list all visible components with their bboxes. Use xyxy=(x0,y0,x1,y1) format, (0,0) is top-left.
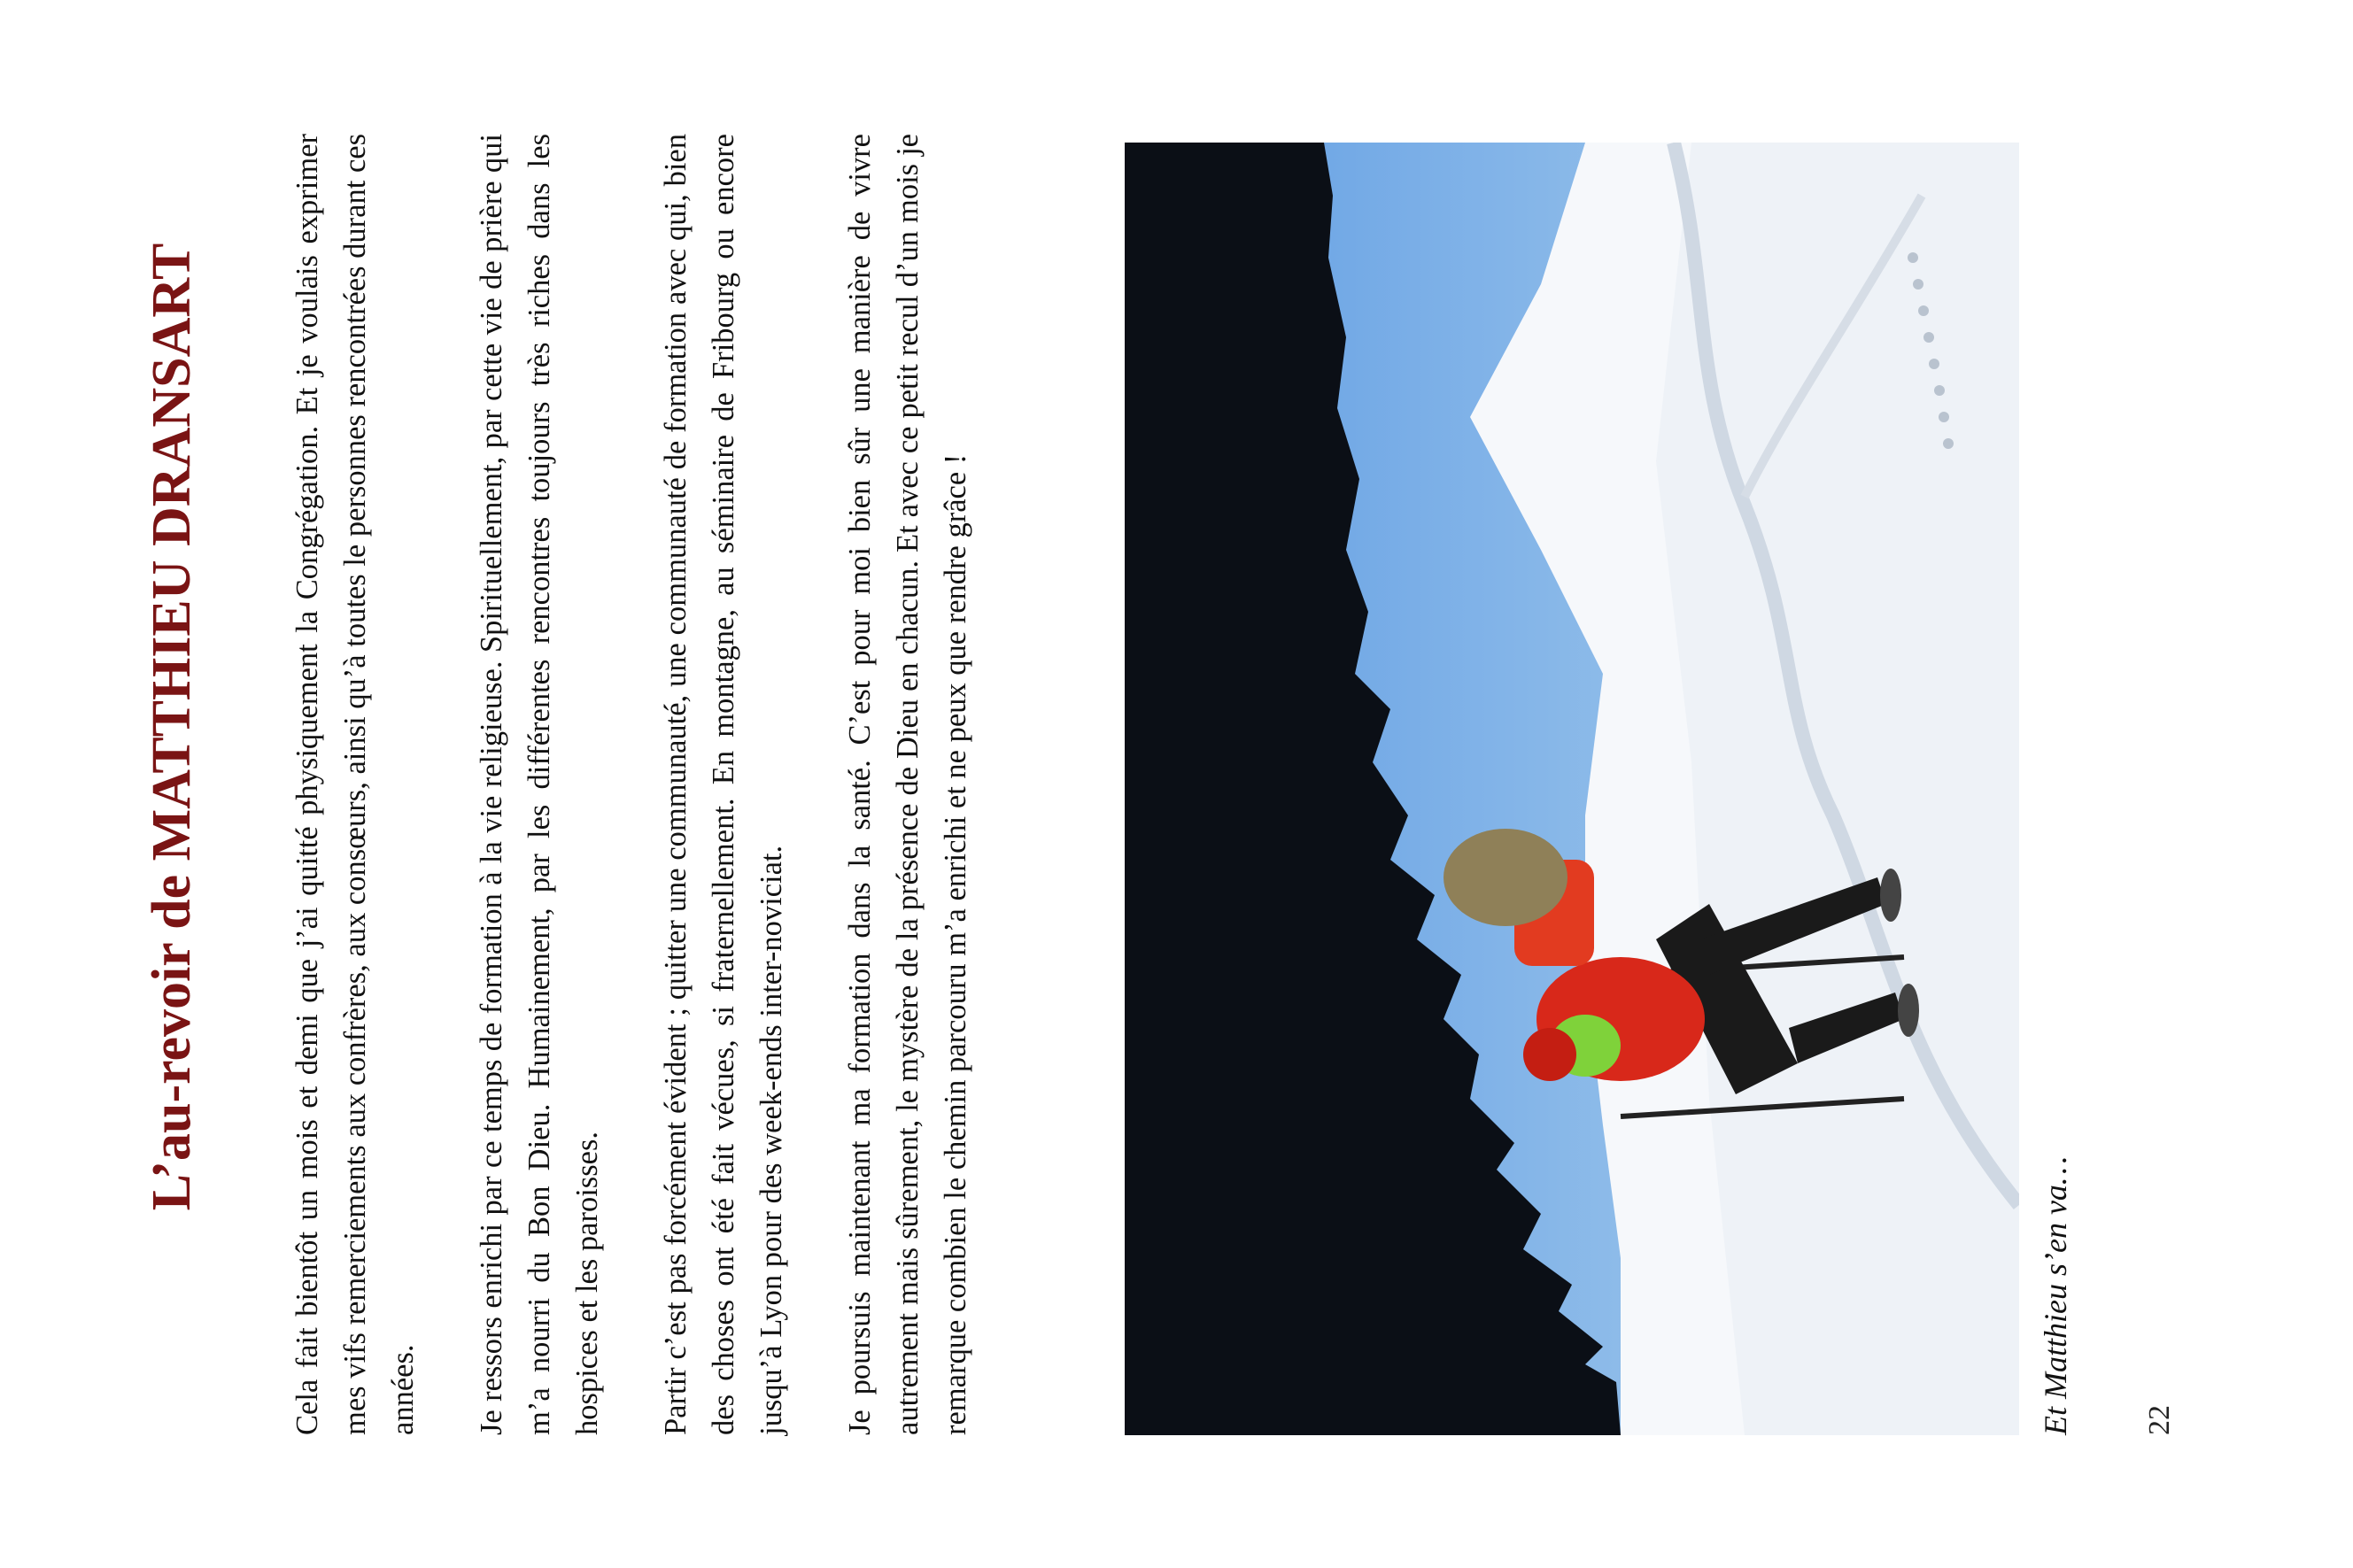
paragraph-4: Je poursuis maintenant ma formation dans la santé. C’est pour moi bien sûr une manière de vivre autrement mais sûrement, le mystère de la présence de Dieu en chacun. Et avec ce petit recul d’un mois je remarque combien le chemin parcouru m’a enrichi et ne peux que rendre grâce ! xyxy=(843,134,972,1435)
page-number: 22 xyxy=(2143,1405,2176,1435)
photo-caption: Et Matthieu s’en va… xyxy=(2038,1156,2073,1435)
paragraph-2: Je ressors enrichi par ce temps de formation à la vie religieuse. Spirituellement, par cette vie de prière qui m’a nourri du Bon Dieu. Humainement, par les différentes rencontres toujours très riches dans les hospices et les paroisses. xyxy=(475,134,604,1435)
article-body xyxy=(283,134,1020,1435)
paragraph-3: Partir c’est pas forcément évident ; quitter une communauté, une communauté de formation avec qui, bien des choses ont été fait vécues, si fraternellement. En montagne, au séminaire de Fribourg ou encore jusqu’à Lyon pour des week-ends inter-noviciat. xyxy=(659,134,788,1435)
paragraph-1: Cela fait bientôt un mois et demi que j’ai quitté physiquement la Congrégation. Et je voulais exprimer mes vifs remerciements aux confrères, aux consœurs, ainsi qu’à toutes le personnes rencontrées durant ces années. xyxy=(290,134,420,1435)
article-title: L’au-revoir de MATTHIEU DRANSART xyxy=(142,243,202,1211)
snowshoe-photo xyxy=(1125,143,2019,1435)
